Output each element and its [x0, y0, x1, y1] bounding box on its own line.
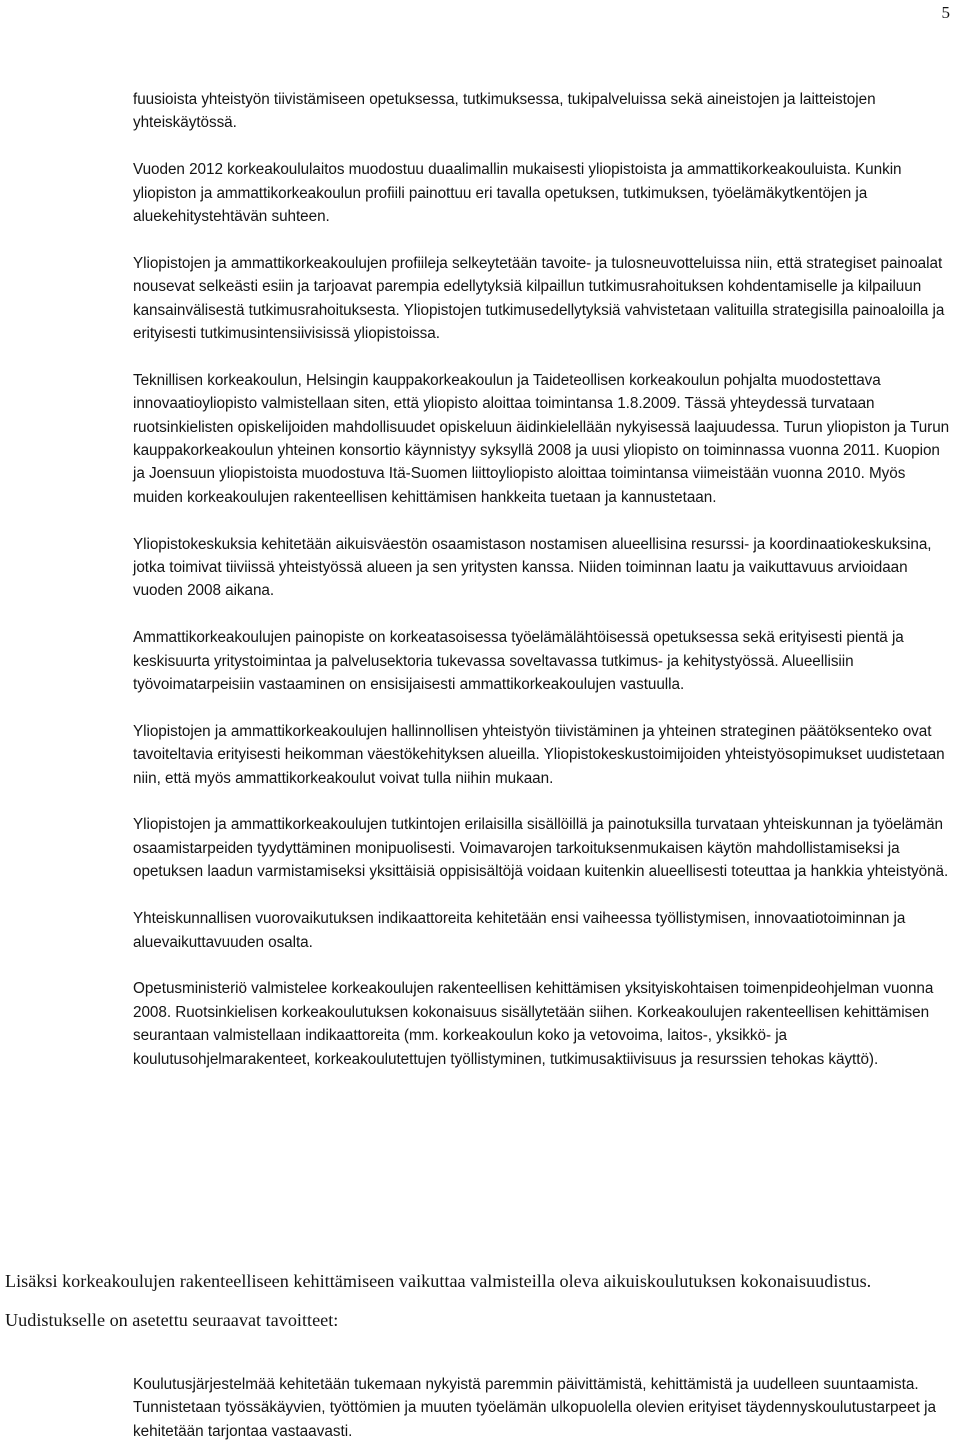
- paragraph: Vuoden 2012 korkeakoululaitos muodostuu duaalimallin mukaisesti yliopistoista ja ammattikorkeakouluista. Kunkin yliopiston ja ammattikorkeakoulun profiili painottuu eri tavalla opetuksen, tutkimuksen, työelämäkytkentöjen ja aluekehitystehtävän suhteen.: [133, 161, 902, 226]
- paragraph: fuusioista yhteistyön tiivistämiseen opetuksessa, tutkimuksessa, tukipalveluissa sekä aineistojen ja laitteistojen yhteiskäytössä.: [133, 91, 876, 132]
- paragraph: Yliopistokeskuksia kehitetään aikuisväestön osaamistason nostamisen alueellisina resurssi- ja koordinaatiokeskuksina, jotka toimivat tiiviissä yhteistyössä alueen ja sen yritysten kanssa. Niiden toiminnan laatu ja vaikuttavuus arvioidaan vuoden 2008 aikana.: [133, 535, 932, 600]
- paragraph: Teknillisen korkeakoulun, Helsingin kauppakorkeakoulun ja Taideteollisen korkeakoulun pohjalta muodostettava innovaatioyliopisto valmistellaan siten, että yliopisto aloittaa toimintansa 1.8.2009. Tässä yhteydessä turvataan ruotsinkielisten opiskelijoiden mahdollisuudet opiskeluun äidinkielellään nykyisessä laajuudessa. Turun yliopiston ja Turun kauppakorkeakoulun yhteinen konsortio käynnistyy syksyllä 2008 ja uusi yliopisto on toiminnassa vuonna 2011. Kuopion ja Joensuun yliopistoista muodostuva Itä-Suomen liittoyliopisto aloittaa toimintansa viimeistään vuonna 2010. Myös muiden korkeakoulujen rakenteellisen kehittämisen hankkeita tuetaan ja kannustetaan.: [133, 371, 950, 506]
- paragraph: Yhteiskunnallisen vuorovaikutuksen indikaattoreita kehitetään ensi vaiheessa työllistymisen, innovaatiotoiminnan ja aluevaikuttavuuden osalta.: [133, 910, 906, 951]
- paragraph: Ammattikorkeakoulujen painopiste on korkeatasoisessa työelämälähtöisessä opetuksessa sekä erityisesti pientä ja keskisuurta yritystoimintaa ja palvelusektoria tukevassa soveltavassa tutkimus- ja kehitystyössä. Alueellisiin työvoimatarpeisiin vastaaminen on ensisijaisesti ammattikorkeakoulujen vastuulla.: [133, 629, 904, 694]
- body-text: [133, 88, 951, 1094]
- page-number: 5: [941, 3, 950, 22]
- paragraph: Opetusministeriö valmistelee korkeakoulujen rakenteellisen kehittämisen yksityiskohtaisen toimenpideohjelman vuonna 2008. Ruotsinkielisen korkeakoulutuksen kokonaisuus sisällytetään siihen. Korkeakoulujen rakenteellisen kehittämisen seurantaan valmistellaan indikaattoreita (mm. korkeakoulun koko ja vetovoima, laitos-, yksikkö- ja koulutusohjelmarakenteet, korkeakoulutettujen työllistyminen, tutkimusaktiivisuus ja resurssien tehokas käyttö).: [133, 980, 934, 1068]
- bottom-paragraph: Koulutusjärjestelmää kehitetään tukemaan nykyistä paremmin päivittämistä, kehittämistä ja uudelleen suuntaamista. Tunnistetaan työssäkäyvien, työttömien ja muuten työelämän ulkopuolella olevien erityiset täydennyskoulutustarpeet ja kehitetään tarjontaa vastaavasti.: [133, 1376, 936, 1440]
- paragraph: Yliopistojen ja ammattikorkeakoulujen hallinnollisen yhteistyön tiivistäminen ja yhteinen strateginen päätöksenteko ovat tavoiteltavia erityisesti heikomman väestökehityksen alueilla. Yliopistokeskustoimijoiden yhteistyösopimukset uudistetaan niin, että myös ammattikorkeakoulut voivat tulla niihin mukaan.: [133, 722, 945, 787]
- paragraph: Yliopistojen ja ammattikorkeakoulujen profiileja selkeytetään tavoite- ja tulosneuvotteluissa niin, että strategiset painoalat nousevat selkeästi esiin ja tarjoavat parempia edellytyksiä kilpaillun tutkimusrahoituksen kohdentamiselle ja kilpailuun kansainvälisestä tutkimusrahoituksesta. Yliopistojen tutkimusedellytyksiä vahvistetaan valituilla strategisilla painoaloilla ja erityisesti tutkimusintensiivisissä yliopistoissa.: [133, 254, 945, 343]
- paragraph: Yliopistojen ja ammattikorkeakoulujen tutkintojen erilaisilla sisällöillä ja painotuksilla turvataan yhteiskunnan ja työelämän osaamistarpeiden tyydyttäminen monipuolisesti. Voimavarojen tarkoituksenmukaisen käytön mahdollistamiseksi ja opetuksen laadun varmistamiseksi yksittäisiä oppisisältöjä voidaan kuitenkin alueellisesti toteuttaa ja hankkia yhteistyönä.: [133, 816, 949, 881]
- serif-paragraph: Lisäksi korkeakoulujen rakenteelliseen kehittämiseen vaikuttaa valmisteilla oleva aikuiskoulutuksen kokonaisuudistus. Uudistukselle on asetettu seuraavat tavoitteet:: [5, 1271, 872, 1330]
